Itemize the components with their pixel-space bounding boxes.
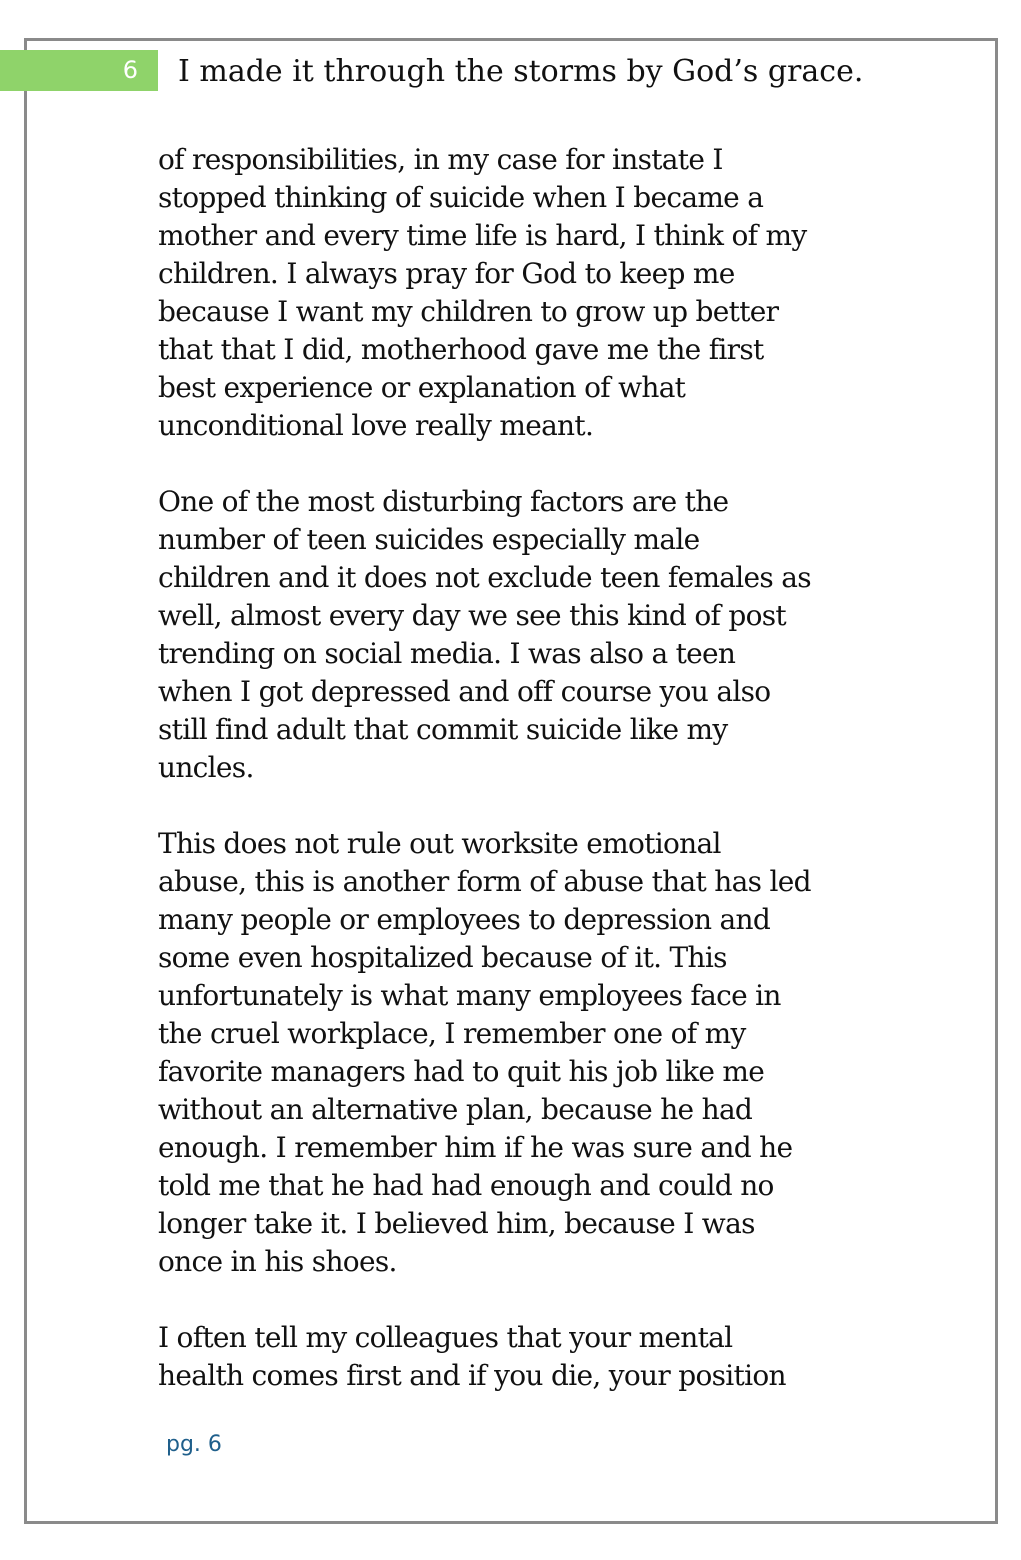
text-line: unfortunately is what many employees face in	[158, 979, 781, 1012]
text-line: some even hospitalized because of it. This	[158, 941, 727, 974]
text-line: children and it does not exclude teen females as	[158, 561, 811, 594]
text-line: I often tell my colleagues that your mental	[158, 1321, 733, 1354]
body-text	[158, 141, 873, 1433]
text-line: of responsibilities, in my case for instate I	[158, 143, 723, 176]
text-line: without an alternative plan, because he had	[158, 1093, 753, 1126]
text-line: uncles.	[158, 751, 254, 784]
text-line: trending on social media. I was also a teen	[158, 637, 736, 670]
text-line: abuse, this is another form of abuse that has led	[158, 865, 811, 898]
text-line: because I want my children to grow up better	[158, 295, 779, 328]
paragraph	[158, 1319, 873, 1395]
chapter-title: I made it through the storms by God’s grace.	[178, 54, 864, 89]
text-line: best experience or explanation of what	[158, 371, 686, 404]
chapter-number: 6	[122, 56, 138, 84]
text-line: children. I always pray for God to keep me	[158, 257, 735, 290]
text-line: This does not rule out worksite emotional	[158, 827, 721, 860]
text-line: that that I did, motherhood gave me the first	[158, 333, 764, 366]
text-line: the cruel workplace, I remember one of my	[158, 1017, 746, 1050]
text-line: longer take it. I believed him, because I was	[158, 1207, 755, 1240]
text-line: when I got depressed and off course you also	[158, 675, 771, 708]
text-line: One of the most disturbing factors are the	[158, 485, 729, 518]
text-line: health comes first and if you die, your position	[158, 1359, 786, 1392]
text-line: told me that he had had enough and could no	[158, 1169, 774, 1202]
text-line: number of teen suicides especially male	[158, 523, 700, 556]
paragraph	[158, 483, 873, 787]
paragraph	[158, 141, 873, 445]
text-line: well, almost every day we see this kind of post	[158, 599, 786, 632]
text-line: mother and every time life is hard, I think of my	[158, 219, 807, 252]
text-line: stopped thinking of suicide when I became a	[158, 181, 764, 214]
paragraph	[158, 825, 873, 1281]
text-line: still find adult that commit suicide like my	[158, 713, 728, 746]
page-number: pg. 6	[166, 1432, 222, 1457]
text-line: unconditional love really meant.	[158, 409, 594, 442]
text-line: favorite managers had to quit his job like me	[158, 1055, 765, 1088]
text-line: enough. I remember him if he was sure and he	[158, 1131, 793, 1164]
text-line: many people or employees to depression and	[158, 903, 771, 936]
text-line: once in his shoes.	[158, 1245, 397, 1278]
